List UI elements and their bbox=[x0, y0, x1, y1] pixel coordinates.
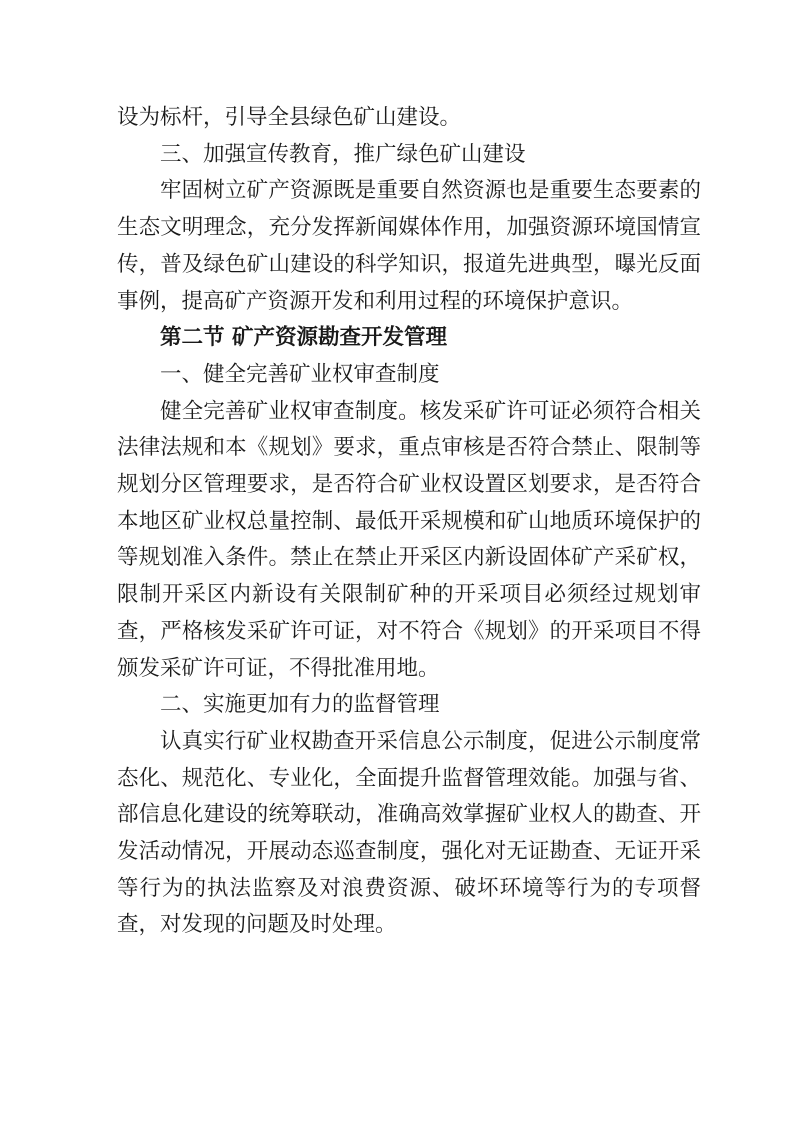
heading-review-system: 一、健全完善矿业权审查制度 bbox=[160, 361, 440, 387]
document-body bbox=[117, 100, 701, 944]
paragraph-continuation: 设为标杆，引导全县绿色矿山建设。 bbox=[117, 105, 462, 130]
heading-supervision: 二、实施更加有力的监督管理 bbox=[160, 692, 440, 718]
section-heading-mining-management: 第二节 矿产资源勘查开发管理 bbox=[160, 325, 447, 351]
paragraph-publicity: 牢固树立矿产资源既是重要自然资源也是重要生态要素的生态文明理念，充分发挥新闻媒体作用，加强资源环境国情宣传，普及绿色矿山建设的科学知识，报道先进典型，曝光反面事例，提高矿产资源开发和利用过程的环境保护意识。 bbox=[117, 178, 701, 314]
heading-promote-green-mines: 三、加强宣传教育，推广绿色矿山建设 bbox=[160, 141, 526, 167]
paragraph-review-system: 健全完善矿业权审查制度。核发采矿许可证必须符合相关法律法规和本《规划》要求，重点审核是否符合禁止、限制等规划分区管理要求，是否符合矿业权设置区划要求，是否符合本地区矿业权总量控制、最低开采规模和矿山地质环境保护的等规划准入条件。禁止在禁止开采区内新设固体矿产采矿权，限制开采区内新设有关限制矿种的开采项目必须经过规划审查，严格核发采矿许可证，对不符合《规划》的开采项目不得颁发采矿许可证，不得批准用地。 bbox=[117, 398, 701, 681]
paragraph-supervision: 认真实行矿业权勘查开采信息公示制度，促进公示制度常态化、规范化、专业化，全面提升监督管理效能。加强与省、部信息化建设的统筹联动，准确高效掌握矿业权人的勘查、开发活动情况，开展动态巡查制度，强化对无证勘查、无证开采等行为的执法监察及对浪费资源、破坏环境等行为的专项督查，对发现的问题及时处理。 bbox=[117, 728, 701, 938]
